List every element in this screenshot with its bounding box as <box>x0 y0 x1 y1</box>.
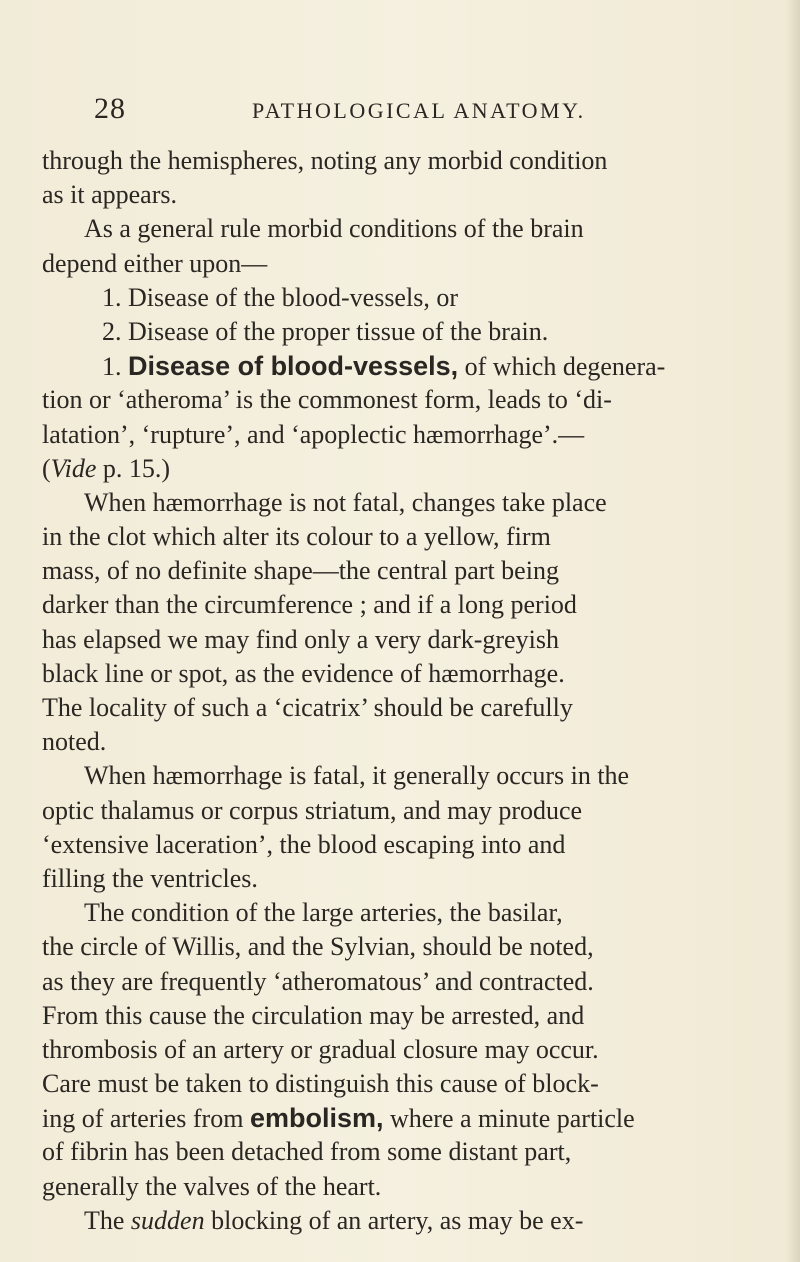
line-text: filling the ventricles. <box>42 863 258 893</box>
text-line <box>42 1170 762 1204</box>
line-text: ‘extensive laceration’, the blood escaping into and <box>42 829 566 859</box>
line-text: through the hemispheres, noting any morbid condition <box>42 146 608 175</box>
line-text: When hæmorrhage is fatal, it generally occurs in the <box>84 761 630 791</box>
text-line <box>42 520 762 554</box>
page-edge-shadow <box>786 0 800 1262</box>
text-line <box>42 794 762 828</box>
text-line <box>42 725 762 759</box>
text-line <box>42 623 762 657</box>
line-text: the circle of Willis, and the Sylvian, should be noted, <box>42 932 594 962</box>
text-line <box>42 212 762 246</box>
text-line <box>42 383 762 417</box>
line-text: latation’, ‘rupture’, and ‘apoplectic hæmorrhage’.— <box>42 419 585 449</box>
text-line <box>42 247 762 281</box>
line-text: as it appears. <box>42 180 178 210</box>
running-title: PATHOLOGICAL ANATOMY. <box>252 98 586 123</box>
line-text: optic thalamus or corpus striatum, and may produce <box>42 795 583 825</box>
line-text: ( <box>42 453 51 483</box>
text-line <box>42 486 762 520</box>
text-line <box>42 315 762 349</box>
text-line <box>42 144 762 178</box>
line-text: of fibrin has been detached from some distant part, <box>42 1137 572 1167</box>
line-text: 2. Disease of the proper tissue of the brain. <box>102 316 549 346</box>
text-line <box>42 999 762 1033</box>
text-line <box>42 588 762 622</box>
text-line <box>42 281 762 315</box>
line-text: of which degenera- <box>458 352 666 382</box>
line-text: where a minute particle <box>383 1104 635 1134</box>
text-line <box>42 349 762 383</box>
line-text: darker than the circumference ; and if a long period <box>42 590 577 620</box>
text-line <box>42 828 762 862</box>
line-text: generally the valves of the heart. <box>42 1171 382 1201</box>
line-text: blocking of an artery, as may be ex- <box>204 1205 584 1235</box>
line-text: tion or ‘atheroma’ is the commonest form, leads to ‘di- <box>42 385 612 415</box>
text-line <box>42 862 762 896</box>
page-number: 28 <box>94 92 126 125</box>
text-line <box>42 1204 762 1238</box>
bold-term: Disease of blood-vessels, <box>128 351 459 382</box>
italic-text: Vide <box>50 453 97 483</box>
text-line <box>42 930 762 964</box>
line-text: The <box>84 1205 131 1235</box>
text-line <box>42 418 762 452</box>
line-text: has elapsed we may find only a very dark-greyish <box>42 624 559 654</box>
text-line <box>42 1067 762 1101</box>
line-text: in the clot which alter its colour to a yellow, firm <box>42 522 551 552</box>
text-line <box>42 1135 762 1169</box>
text-line <box>42 452 762 486</box>
page-header <box>94 92 744 128</box>
text-line <box>42 1033 762 1067</box>
line-text: as they are frequently ‘atheromatous’ and contracted. <box>42 966 594 996</box>
line-text: The condition of the large arteries, the basilar, <box>84 898 563 928</box>
line-text: 1. Disease of the blood-vessels, or <box>102 282 458 312</box>
line-text: black line or spot, as the evidence of hæmorrhage. <box>42 658 565 688</box>
text-line <box>42 896 762 930</box>
text-line <box>42 178 762 212</box>
line-text: 1. <box>102 352 128 382</box>
text-line <box>42 691 762 725</box>
line-text: ing of arteries from <box>42 1104 250 1134</box>
text-line <box>42 554 762 588</box>
line-text: Care must be taken to distinguish this cause of block- <box>42 1069 599 1099</box>
text-line <box>42 759 762 793</box>
text-line <box>42 657 762 691</box>
line-text: mass, of no definite shape—the central part being <box>42 556 559 586</box>
italic-text: sudden <box>130 1205 205 1235</box>
text-line <box>42 965 762 999</box>
line-text: p. 15.) <box>96 453 171 483</box>
text-line <box>42 1101 762 1135</box>
line-text: thrombosis of an artery or gradual closure may occur. <box>42 1034 599 1064</box>
line-text: depend either upon— <box>42 248 268 278</box>
body-text <box>42 144 762 1238</box>
line-text: The locality of such a ‘cicatrix’ should be carefully <box>42 693 573 722</box>
line-text: As a general rule morbid conditions of the brain <box>84 214 584 244</box>
line-text: When hæmorrhage is not fatal, changes take place <box>84 487 607 517</box>
line-text: From this cause the circulation may be arrested, and <box>42 1000 585 1030</box>
bold-term: embolism, <box>249 1103 384 1134</box>
line-text: noted. <box>42 727 107 757</box>
